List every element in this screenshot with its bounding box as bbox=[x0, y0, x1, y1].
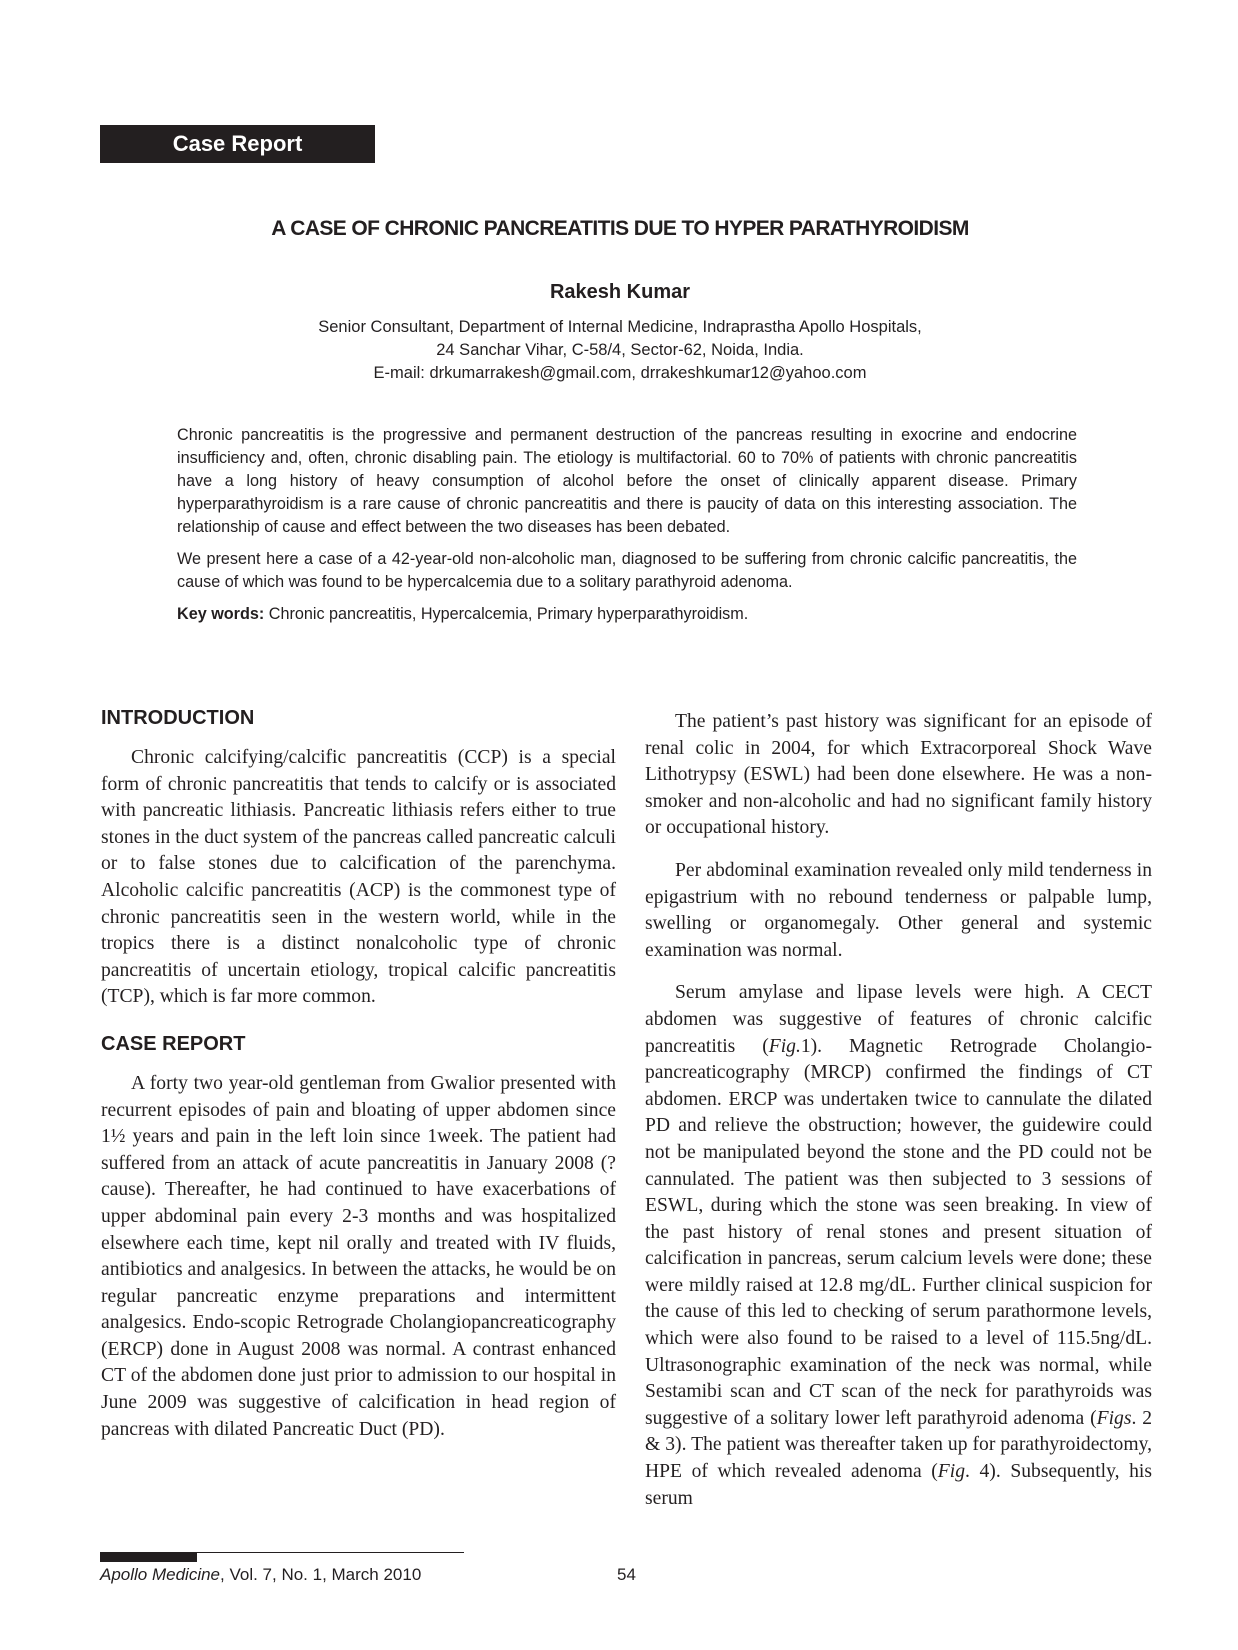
email-line: E-mail: drkumarrakesh@gmail.com, drrakeshkumar12@yahoo.com bbox=[373, 364, 867, 382]
introduction-paragraph: Chronic calcifying/calcific pancreatitis (CCP) is a special form of chronic pancreatitis that tends to calcify or is associated with pancreatic lithiasis. Pancreatic lithiasis refers either to true stones in the duct system of the pancreas called pancreatic calculi or to false stones due to calcification of the parenchyma. Alcoholic calcific pancreatitis (ACP) is the commonest type of chronic pancreatitis seen in the western world, while in the tropics there is a distinct nonalcoholic type of chronic pancreatitis of uncertain etiology, tropical calcific pancreatitis (TCP), which is far more common. bbox=[101, 747, 616, 1008]
case-report-paragraph: A forty two year-old gentleman from Gwalior presented with recurrent episodes of pain and bloating of upper abdomen since 1½ years and pain in the left loin since 1week. The patient had suffered from an attack of acute pancreatitis in January 2008 (?cause). Thereafter, he had continued to have exacerbations of upper abdominal pain every 2-3 months and was hospitalized elsewhere each time, kept nil orally and treated with IV fluids, antibiotics and analgesics. In between the attacks, he would be on regular pancreatic enzyme preparations and intermittent analgesics. Endo-scopic Retrograde Cholangiopancreaticography (ERCP) done in August 2008 was normal. A contrast enhanced CT of the abdomen done just prior to admission to our hospital in June 2009 was suggestive of calcification in head region of pancreas with dilated Pancreatic Duct (PD). bbox=[101, 1072, 616, 1440]
address-line: 24 Sanchar Vihar, C-58/4, Sector-62, Noida, India. bbox=[436, 341, 804, 359]
history-paragraph: The patient’s past history was significant for an episode of renal colic in 2004, for which Extracorporeal Shock Wave Lithotrypsy (ESWL) had been done elsewhere. He was a non-smoker and non-alcoholic and had no significant family history or occupational history. bbox=[645, 711, 1152, 839]
case-report-heading: CASE REPORT bbox=[101, 1032, 246, 1055]
footer-accent-bar bbox=[100, 1553, 197, 1562]
page-number: 54 bbox=[617, 1565, 636, 1584]
keywords bbox=[177, 603, 1077, 626]
abstract-paragraph: We present here a case of a 42-year-old non-alcoholic man, diagnosed to be suffering from chronic calcific pancreatitis, the cause of which was found to be hypercalcemia due to a solitary parathyroid adenoma. bbox=[177, 550, 1077, 591]
examination-paragraph: Per abdominal examination revealed only mild tenderness in epigastrium with no rebound tenderness or palpable lump, swelling or organomegaly. Other general and systemic examination was normal. bbox=[645, 859, 1152, 961]
left-column bbox=[101, 705, 616, 1459]
investigation-paragraph bbox=[645, 980, 1152, 1512]
keywords-label: Key words: bbox=[177, 605, 265, 623]
author-name: Rakesh Kumar bbox=[549, 281, 691, 303]
text-span: Serum amylase and lipase levels were high. A CECT abdomen was suggestive of features of chronic calcific pancreatitis ( bbox=[645, 982, 1152, 1057]
affiliation-line: Senior Consultant, Department of Internal Medicine, Indraprastha Apollo Hospitals, bbox=[318, 318, 922, 336]
article-title: A CASE OF CHRONIC PANCREATITIS DUE TO HYPER PARATHYROIDISM bbox=[271, 217, 969, 240]
section-label: Case Report bbox=[100, 125, 375, 163]
introduction-heading: INTRODUCTION bbox=[101, 707, 255, 729]
journal-name: Apollo Medicine bbox=[100, 1565, 221, 1584]
figure-reference: Figs bbox=[1096, 1407, 1132, 1429]
figure-reference: Fig. bbox=[768, 1035, 801, 1057]
text-span: . 4). Subsequently, his serum bbox=[645, 1461, 1152, 1509]
abstract-paragraph: Chronic pancreatitis is the progressive and permanent destruction of the pancreas resulting in exocrine and endocrine insufficiency and, often, chronic disabling pain. The etiology is multifactorial. 60 to 70% of patients with chronic pancreatitis have a long history of heavy consumption of alcohol before the onset of clinically apparent disease. Primary hyperparathyroidism is a rare cause of chronic pancreatitis and there is paucity of data on this interesting association. The relationship of cause and effect between the two diseases has been debated. bbox=[177, 426, 1077, 536]
keywords-list: Chronic pancreatitis, Hypercalcemia, Primary hyperparathyroidism. bbox=[264, 605, 749, 623]
text-span: 1). Magnetic Retrograde Cholangio-pancreaticography (MRCP) confirmed the findings of CT abdomen. ERCP was undertaken twice to cannulate the dilated PD and relieve the obstruction; however, the guidewire could not be manipulated beyond the stone and the PD could not be cannulated. The patient was then subjected to 3 sessions of ESWL, during which the stone was seen breaking. In view of the past history of renal stones and present situation of calcification in pancreas, serum calcium levels were done; these were mildly raised at 12.8 mg/dL. Further clinical suspicion for the cause of this led to checking of serum parathormone levels, which were also found to be raised to a level of 115.5ng/dL. Ultrasonographic examination of the neck was normal, while Sestamibi scan and CT scan of the neck for parathyroids was suggestive of a solitary lower left parathyroid adenoma ( bbox=[645, 1035, 1152, 1429]
footer-citation bbox=[100, 1565, 421, 1585]
figure-reference: Fig bbox=[937, 1461, 966, 1483]
abstract bbox=[177, 424, 1077, 635]
right-column bbox=[645, 709, 1152, 1528]
citation-details: , Vol. 7, No. 1, March 2010 bbox=[220, 1565, 422, 1584]
text-span: . 2 & 3). The patient was thereafter taken up for parathyroidectomy, HPE of which revealed adenoma ( bbox=[645, 1407, 1152, 1483]
author-affiliation bbox=[100, 316, 1140, 385]
